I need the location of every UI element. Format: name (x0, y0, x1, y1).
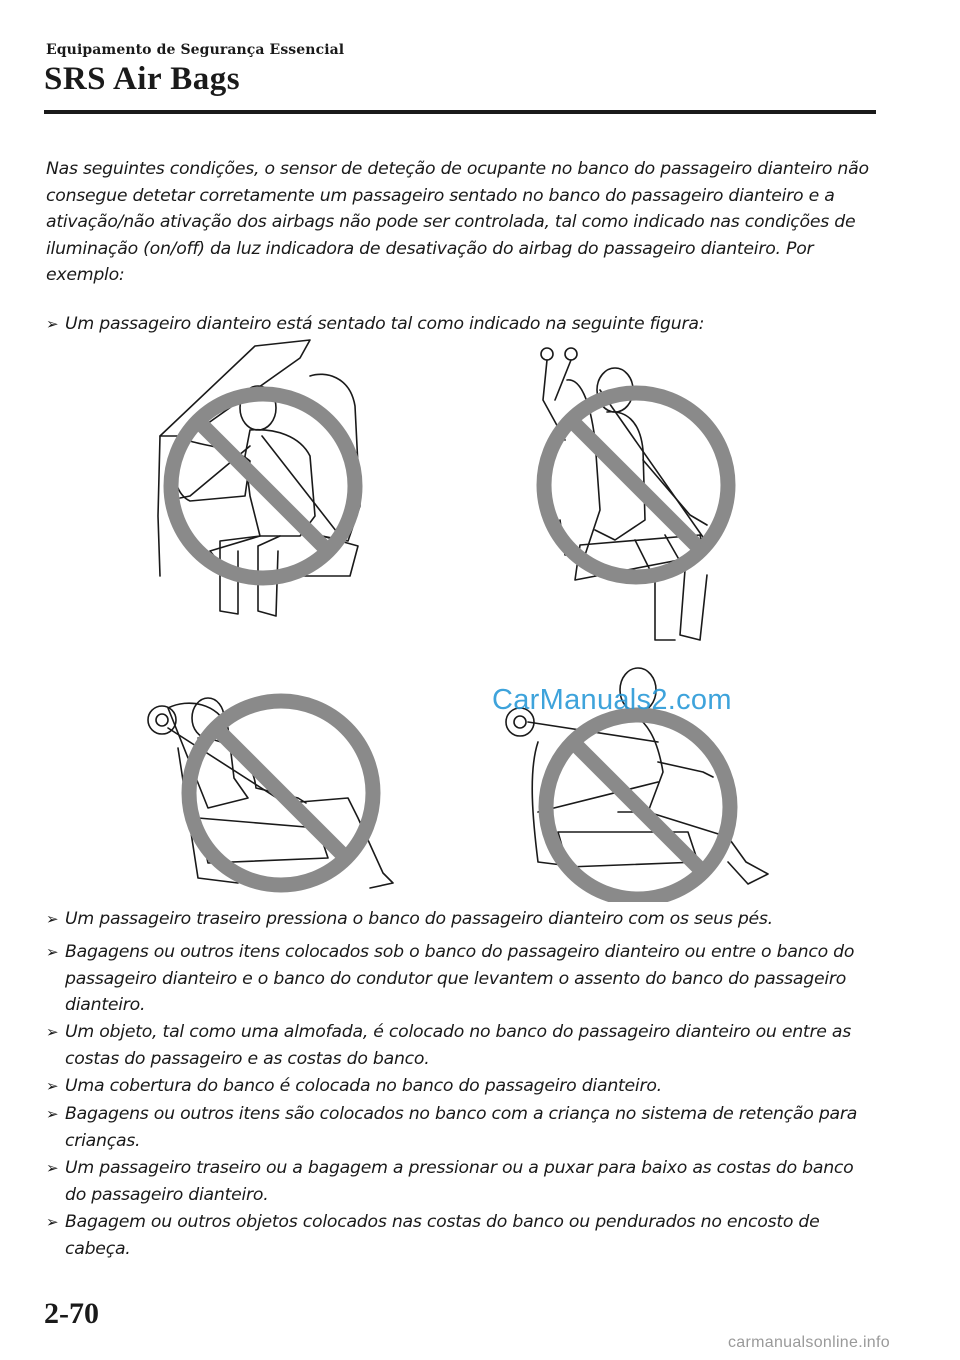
bullet-arrow-icon: ➢ (46, 1159, 59, 1177)
list-item (46, 906, 876, 933)
list-item-text: Bagagem ou outros objetos colocados nas costas do banco ou pendurados no encosto de cabeça. (65, 1212, 820, 1259)
list-item (46, 939, 876, 1019)
list-item (46, 311, 876, 338)
bullet-arrow-icon: ➢ (46, 1105, 59, 1123)
prohibited-seating-arm-raised-icon (525, 340, 755, 645)
list-item-text: Um objeto, tal como uma almofada, é colocado no banco do passageiro dianteiro ou entre as costas do passageiro e as costas do banco. (65, 1022, 852, 1069)
list-item-text: Um passageiro traseiro ou a bagagem a pressionar ou a puxar para baixo as costas do banco do passageiro dianteiro. (65, 1158, 854, 1205)
list-item-text: Bagagens ou outros itens colocados sob o banco do passageiro dianteiro ou entre o banco do passageiro dianteiro e o banco do condutor que levantem o assento do banco do passageiro dianteiro. (65, 942, 855, 1016)
bullet-arrow-icon: ➢ (46, 1077, 59, 1095)
illustration-leaning-on-door (138, 688, 403, 898)
intro-paragraph: Nas seguintes condições, o sensor de deteção de ocupante no banco do passageiro dianteiro não consegue detetar corretamente um passageiro sentado no banco do passageiro dianteiro e a ativação/não ativação dos airbags não pode ser controlada, tal como indicado nas condições de iluminação (on/off) da luz indicadora de desativação do airbag do passageiro dianteiro. Por exemplo: (46, 159, 869, 286)
prohibited-seating-hand-on-dashboard-icon (150, 336, 380, 641)
list-item-text: Um passageiro traseiro pressiona o banco do passageiro dianteiro com os seus pés. (65, 909, 773, 929)
list-item (46, 1019, 876, 1072)
page-title: SRS Air Bags (44, 61, 241, 97)
list-item-text: Um passageiro dianteiro está sentado tal como indicado na seguinte figura: (65, 314, 705, 334)
list-item (46, 1209, 876, 1262)
illustration-arm-raised (525, 340, 755, 645)
footer-brand: carmanualsonline.info (728, 1334, 890, 1351)
prohibited-seating-leaning-on-door-icon (138, 688, 403, 898)
section-header: Equipamento de Segurança Essencial (46, 42, 345, 58)
illustration-hand-on-dashboard (150, 336, 380, 641)
list-item (46, 1101, 876, 1154)
list-item-text: Uma cobertura do banco é colocada no banco do passageiro dianteiro. (65, 1076, 662, 1096)
bullet-arrow-icon: ➢ (46, 910, 59, 928)
title-rule (44, 110, 876, 114)
watermark-text: CarManuals2.com (492, 684, 732, 716)
page-number: 2-70 (44, 1297, 99, 1330)
list-item-text: Bagagens ou outros itens são colocados no banco com a criança no sistema de retenção para crianças. (65, 1104, 858, 1151)
bullet-arrow-icon: ➢ (46, 315, 59, 333)
list-item (46, 1073, 876, 1100)
bullet-arrow-icon: ➢ (46, 943, 59, 961)
bullet-arrow-icon: ➢ (46, 1213, 59, 1231)
bullet-arrow-icon: ➢ (46, 1023, 59, 1041)
list-item (46, 1155, 876, 1208)
